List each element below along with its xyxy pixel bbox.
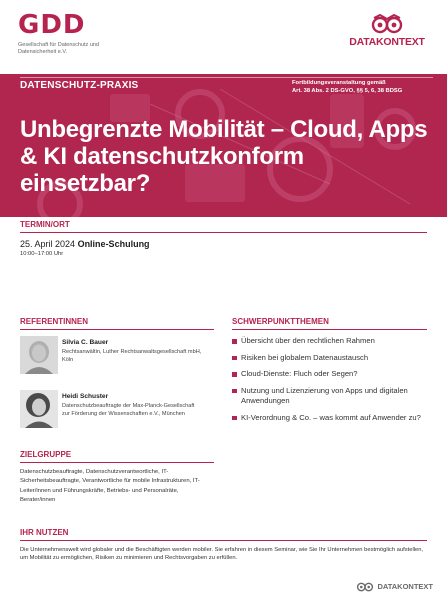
gdd-logo-text: GDD xyxy=(18,10,86,40)
list-item: Nutzung und Lizenzierung von Apps und digitalen Anwendungen xyxy=(232,386,427,407)
referent-2-photo xyxy=(20,390,58,428)
referent-2 xyxy=(20,390,214,438)
zielgruppe-heading: ZIELGRUPPE xyxy=(20,450,214,463)
referent-2-role-line1: Datenschutzbeauftragte der Max-Planck-Gesellschaft xyxy=(62,403,195,409)
referent-1-info xyxy=(62,339,217,364)
hero-banner xyxy=(0,74,447,217)
referenten-section xyxy=(20,317,214,438)
termin-date-line xyxy=(20,239,427,249)
nutzen-text: Die Unternehmenswelt wird globaler und die Beschäftigten werden mobiler. Sie erfahren in diesem Seminar, wie Sie Ihr Unternehmen bestmöglich aufstellen, um Mobilität zu ermöglichen, Risiken zu minimieren und Rechtsvorgaben zu erfüllen. xyxy=(20,547,424,562)
owl-icon xyxy=(370,14,404,34)
bullet-icon xyxy=(232,389,237,394)
referent-1-name: Silvia C. Bauer xyxy=(62,339,109,346)
bullet-icon xyxy=(232,339,237,344)
referent-1 xyxy=(20,336,214,384)
bullet-icon xyxy=(232,416,237,421)
schwerpunkte-list xyxy=(232,336,427,423)
datakontext-logo xyxy=(341,14,433,48)
certification-note xyxy=(292,79,402,95)
list-item: KI-Verordnung & Co. – was kommt auf Anwender zu? xyxy=(232,413,427,424)
referenten-heading: REFERENTINNEN xyxy=(20,317,214,330)
termin-time: 10:00–17:00 Uhr xyxy=(20,251,64,257)
referent-2-info xyxy=(62,393,217,418)
referent-2-name: Heidi Schuster xyxy=(62,393,109,400)
footer-logo xyxy=(356,581,433,592)
referent-1-role-line1: Rechtsanwältin, Luther Rechtsanwaltsgesellschaft mbH, xyxy=(62,349,202,355)
owl-icon xyxy=(356,581,374,592)
termin-section xyxy=(20,220,427,257)
footer-logo-text: DATAKONTEXT xyxy=(377,582,433,591)
datakontext-logo-text: DATAKONTEXT xyxy=(349,36,425,48)
page-title: Unbegrenzte Mobilität – Cloud, Apps & KI datenschutzkonform einsetzbar? xyxy=(20,116,428,197)
zielgruppe-section xyxy=(20,450,214,506)
bullet-icon xyxy=(232,372,237,377)
certification-note-line1: Fortbildungsveranstaltung gemäß xyxy=(292,80,386,86)
termin-date: 25. April 2024 xyxy=(20,239,76,249)
referent-2-role-line2: zur Förderung der Wissenschaften e.V., München xyxy=(62,411,185,417)
termin-place: Online-Schulung xyxy=(77,239,150,249)
list-item: Risiken bei globalem Datenaustausch xyxy=(232,353,427,364)
page-header xyxy=(0,0,447,74)
gdd-logo xyxy=(18,12,118,56)
referent-1-role xyxy=(62,348,217,364)
termin-heading: TERMIN/ORT xyxy=(20,220,427,233)
zielgruppe-text: Datenschutzbeauftragte, Datenschutzverantwortliche, IT-Sicherheitsbeauftragte, Verantwortliche für mobile Infrastrukturen, IT-Leiter/innen und Führungskräfte, Betriebs- und Personalräte, Berater/innen xyxy=(20,469,200,504)
certification-note-line2: Art. 38 Abs. 2 DS-GVO, §§ 5, 6, 38 BDSG xyxy=(292,88,403,94)
schwerpunkte-section xyxy=(232,317,427,429)
gdd-subtitle: Gesellschaft für Datenschutz und Datensicherheit e.V. xyxy=(18,42,100,55)
series-label: DATENSCHUTZ-PRAXIS xyxy=(20,80,139,91)
hero-top-rule xyxy=(20,77,433,78)
nutzen-section xyxy=(20,528,427,563)
bullet-icon xyxy=(232,356,237,361)
referent-2-role xyxy=(62,402,217,418)
schwerpunkte-heading: SCHWERPUNKTTHEMEN xyxy=(232,317,427,330)
referent-1-role-line2: Köln xyxy=(62,357,74,363)
list-item: Übersicht über den rechtlichen Rahmen xyxy=(232,336,427,347)
referent-1-photo xyxy=(20,336,58,374)
nutzen-heading: IHR NUTZEN xyxy=(20,528,427,541)
list-item: Cloud-Dienste: Fluch oder Segen? xyxy=(232,369,427,380)
